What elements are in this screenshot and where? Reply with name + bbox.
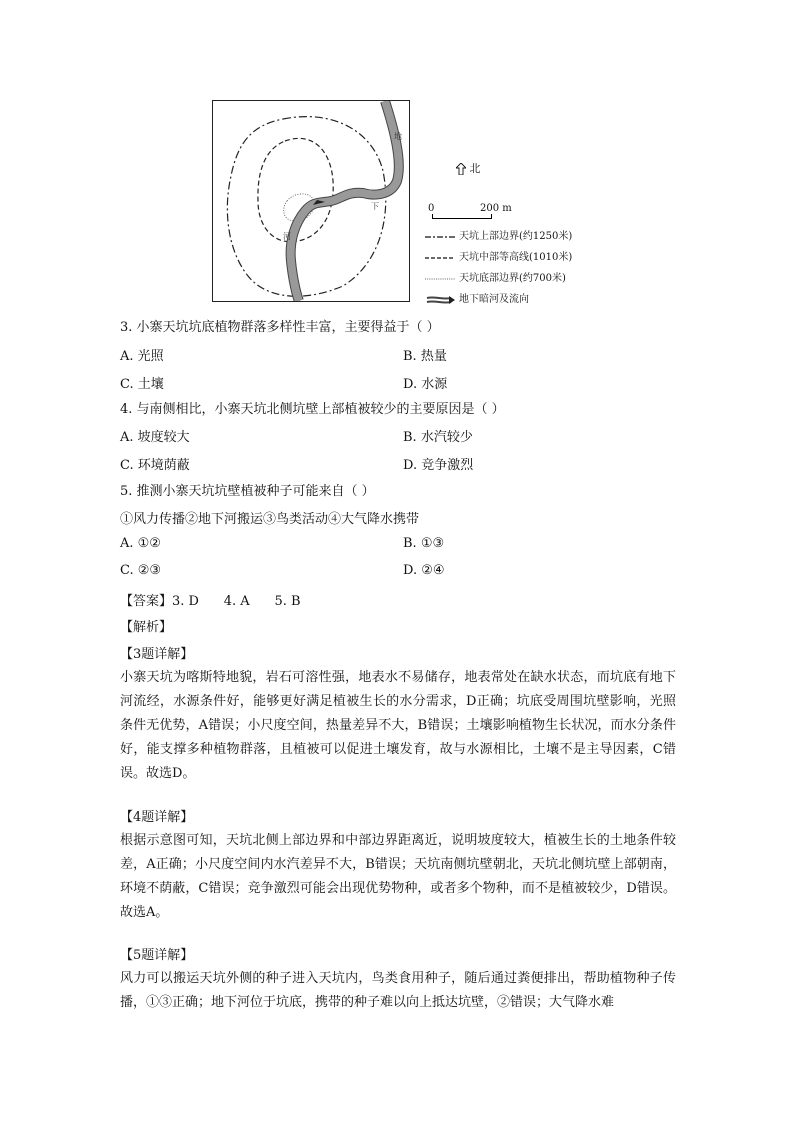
detail-5-title: 【5题详解】 xyxy=(120,948,194,963)
legend-item xyxy=(425,226,572,247)
river-label-2: 下 xyxy=(371,202,379,211)
river-label-3: 河 xyxy=(283,232,291,241)
river-flow-icon xyxy=(425,295,455,305)
question-5-choices: ①风力传播②地下河搬运③鸟类活动④大气降水携带 xyxy=(120,512,420,527)
question-5-option-d: D. ②④ xyxy=(403,563,445,578)
question-3-option-d: D. 水源 xyxy=(403,377,448,392)
north-indicator xyxy=(456,160,481,176)
map-legend xyxy=(425,226,572,310)
tiankeng-map xyxy=(212,100,410,302)
river-label-1: 地 xyxy=(394,132,402,141)
legend-label: 地下暗河及流向 xyxy=(459,294,529,305)
legend-item xyxy=(425,289,572,310)
question-4-stem: 4. 与南侧相比，小寨天坑北侧坑壁上部植被较少的主要原因是（ ） xyxy=(120,402,505,417)
question-4-option-c: C. 环境荫蔽 xyxy=(120,458,190,473)
dotted-line-icon xyxy=(425,274,455,284)
analysis-title: 【解析】 xyxy=(120,620,173,635)
map-drawing xyxy=(213,101,409,301)
legend-label: 天坑底部边界(约700米) xyxy=(459,273,566,284)
question-3-option-b: B. 热量 xyxy=(403,349,447,364)
question-5-stem: 5. 推测小寨天坑坑壁植被种子可能来自（ ） xyxy=(120,484,375,499)
question-4-option-d: D. 竞争激烈 xyxy=(403,458,474,473)
question-5-option-b: B. ①③ xyxy=(403,536,445,551)
question-5-option-c: C. ②③ xyxy=(120,563,162,578)
answer-line: 【答案】3. D 4. A 5. B xyxy=(120,594,301,609)
detail-3-text: 小寨天坑为喀斯特地貌，岩石可溶性强，地表水不易储存，地表常处在缺水状态，而坑底有地下河流经，水源条件好，能够更好满足植被生长的水分需求，D正确；坑底受周围坑壁影响，光照条件无优势，A错误；小尺度空间，热量差异不大，B错误；土壤影响植物生长状况，而水分条件好，能支撑多种植物群落，且植被可以促进土壤发育，故与水源相比，土壤不是主导因素，C错误。故选D。 xyxy=(120,670,676,781)
detail-5-text: 风力可以搬运天坑外侧的种子进入天坑内，鸟类食用种子，随后通过粪便排出，帮助植物种子传播，①③正确；地下河位于坑底，携带的种子难以向上抵达坑壁，②错误；大气降水难 xyxy=(120,971,676,1010)
question-5-option-a: A. ①② xyxy=(120,536,161,551)
legend-item xyxy=(425,268,572,289)
north-arrow-icon xyxy=(456,163,466,175)
question-4-option-b: B. 水汽较少 xyxy=(403,430,473,445)
scale-zero: 0 xyxy=(428,203,435,214)
scale-distance: 200 m xyxy=(480,203,512,214)
dash-dot-line-icon xyxy=(425,232,455,242)
question-3-option-a: A. 光照 xyxy=(120,349,164,364)
north-label: 北 xyxy=(469,162,481,175)
legend-item xyxy=(425,247,572,268)
question-3-stem: 3. 小寨天坑坑底植物群落多样性丰富，主要得益于（ ） xyxy=(120,320,440,335)
question-4-option-a: A. 坡度较大 xyxy=(120,430,190,445)
legend-label: 天坑中部等高线(1010米) xyxy=(459,252,573,263)
scale-bar xyxy=(432,214,492,219)
question-3-option-c: C. 土壤 xyxy=(120,377,164,392)
legend-label: 天坑上部边界(约1250米) xyxy=(459,231,573,242)
river-outline xyxy=(291,101,399,301)
detail-4-text: 根据示意图可知，天坑北侧上部边界和中部边界距离近，说明坡度较大，植被生长的土地条件较差，A正确；小尺度空间内水汽差异不大，B错误；天坑南侧坑壁朝北，天坑北侧坑壁上部朝南，环境不荫蔽，C错误；竞争激烈可能会出现优势物种，或者多个物种，而不是植被较少，D错误。故选A。 xyxy=(120,833,676,920)
dashed-line-icon xyxy=(425,253,455,263)
detail-3-title: 【3题详解】 xyxy=(120,647,194,662)
detail-4-title: 【4题详解】 xyxy=(120,810,194,825)
